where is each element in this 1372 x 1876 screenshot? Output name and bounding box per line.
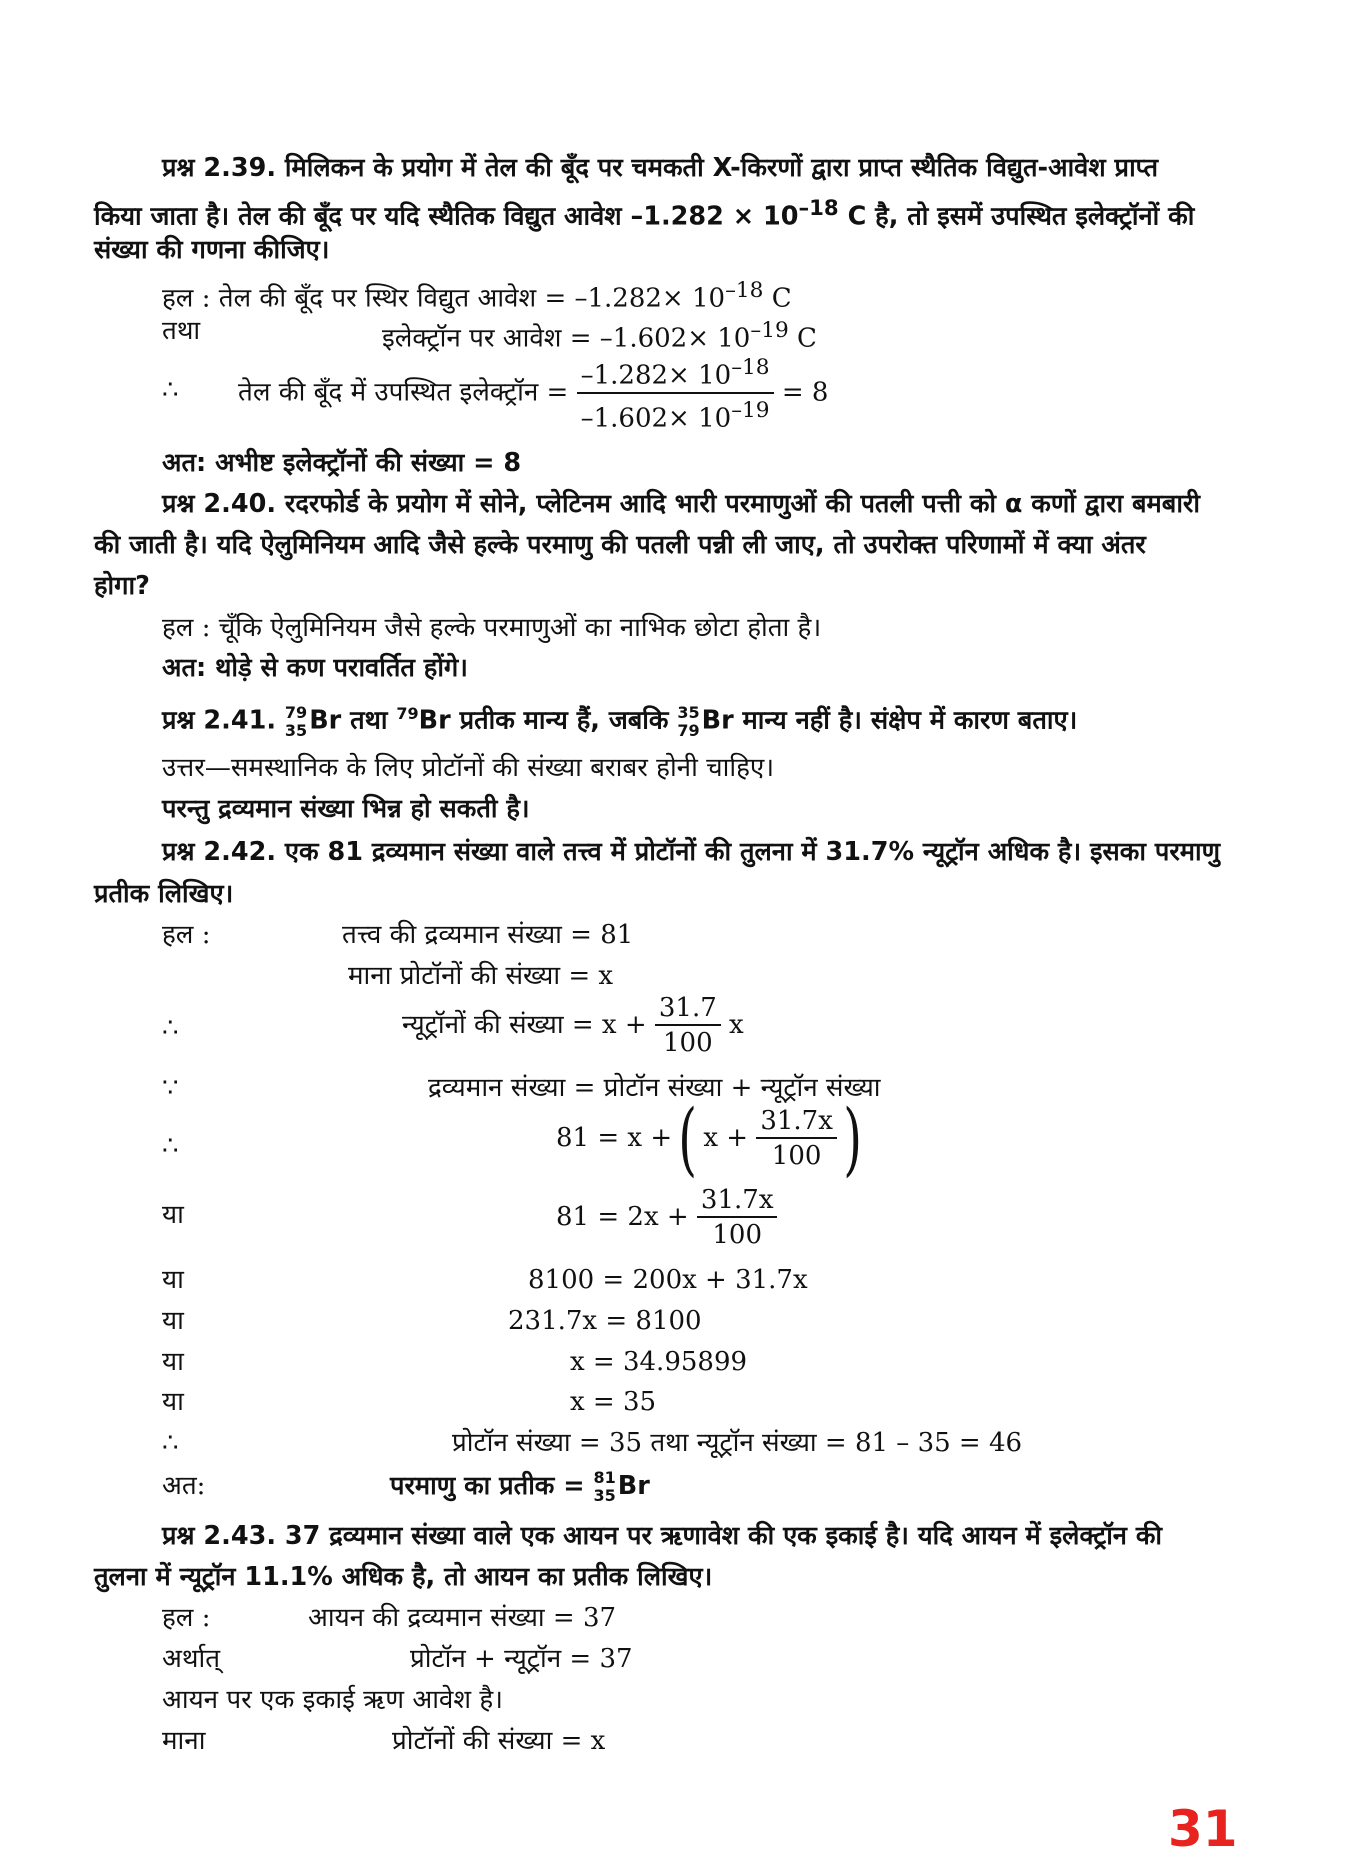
because-symbol: ∵ (162, 1073, 179, 1103)
therefore-symbol: ∴ (162, 1013, 179, 1043)
solution-2-43-step-2: प्रोटॉन + न्यूट्रॉन = 37 (410, 1644, 633, 1674)
answer-2-41-line-2: परन्तु द्रव्यमान संख्या भिन्न हो सकती है। (162, 794, 530, 824)
solution-2-40-step-1: हल : चूँकि ऐलुमिनियम जैसे हल्के परमाणुओं का नाभिक छोटा होता है। (162, 613, 822, 643)
answer-2-41-line-1: उत्तर—समस्थानिक के लिए प्रोटॉनों की संख्या बराबर होनी चाहिए। (162, 753, 775, 783)
question-2-40-line-2: की जाती है। यदि ऐलुमिनियम आदि जैसे हल्के परमाणु की पतली पन्नी ली जाए, तो उपरोक्त परिणामों में क्या अंतर (94, 530, 1146, 560)
ya-label: या (162, 1347, 184, 1377)
solution-2-42-step-1: तत्त्व की द्रव्यमान संख्या = 81 (342, 920, 634, 950)
therefore-symbol: ∴ (162, 1131, 179, 1161)
solution-2-42-hal: हल : (162, 920, 211, 950)
solution-2-43-hal: हल : (162, 1603, 211, 1633)
question-2-39-line-2: किया जाता है। तेल की बूँद पर यदि स्थैतिक विद्युत आवेश $-1.282 \times 10^{-18}$ C है, तो इसमें उपस्थित इलेक्ट्रॉनों की (94, 196, 1195, 232)
solution-2-39-label-tatha: तथा (162, 316, 201, 346)
solution-2-42-result: परमाणु का प्रतीक = 81 35 Br (390, 1468, 650, 1505)
ya-label: या (162, 1265, 184, 1295)
electron-count-fraction: $\frac{-1.282\times 10^{-18}}{-1.602\times 10^{-19}}$ (577, 352, 774, 435)
question-2-39-line-1: प्रश्न 2.39. मिलिकन के प्रयोग में तेल की बूँद पर चमकती X-किरणों द्वारा प्राप्त स्थैतिक विद्युत-आवेश प्राप्त (162, 153, 1159, 183)
answer-2-39: अत: अभीष्ट इलेक्ट्रॉनों की संख्या = 8 (162, 448, 522, 478)
page-number: 31 (1168, 1800, 1238, 1858)
isotope-notation: 81 35 (593, 1468, 616, 1505)
question-2-41: प्रश्न 2.41. 79 35 Br तथा $^{79}$Br प्रतीक मान्य हैं, जबकि 35 79 Br मान्य नहीं है। संक्षेप में कारण बताए। (162, 702, 1078, 740)
solution-2-39-step-2: इलेक्ट्रॉन पर आवेश = $-1.602\times 10^{-19}$ C (382, 318, 817, 354)
solution-2-43-step-1: आयन की द्रव्यमान संख्या = 37 (308, 1603, 617, 1633)
therefore-symbol: ∴ (162, 1428, 179, 1458)
solution-2-43-step-3: आयन पर एक इकाई ऋण आवेश है। (162, 1685, 503, 1715)
solution-2-42-atah: अत: (162, 1471, 206, 1501)
isotope-notation: 79 35 (284, 702, 308, 740)
solution-2-42-step-4: द्रव्यमान संख्या = प्रोटॉन संख्या + न्यूट्रॉन संख्या (428, 1073, 881, 1103)
question-2-42-line-2: प्रतीक लिखिए। (94, 879, 234, 909)
solution-2-42-step-7: 8100 = 200x + 31.7x (528, 1265, 808, 1295)
ya-label: या (162, 1200, 184, 1230)
solution-2-42-step-9: x = 34.95899 (570, 1347, 748, 1377)
solution-2-43-arthat: अर्थात् (162, 1644, 221, 1674)
solution-2-43-mana: माना (162, 1726, 206, 1756)
solution-2-42-step-5: 81 = x +( x + $\frac{31.7x}{100}$ ) (556, 1092, 862, 1185)
ya-label: या (162, 1387, 184, 1417)
solution-2-42-step-10: x = 35 (570, 1387, 657, 1417)
solution-2-43-step-4: प्रोटॉनों की संख्या = x (392, 1726, 606, 1756)
question-2-42-line-1: प्रश्न 2.42. एक 81 द्रव्यमान संख्या वाले तत्त्व में प्रोटॉनों की तुलना में 31.7% न्यूट्रॉन अधिक है। इसका परमाणु (162, 837, 1221, 867)
solution-2-42-step-8: 231.7x = 8100 (508, 1306, 702, 1336)
isotope-notation: 35 79 (677, 702, 700, 740)
solution-2-42-step-3: न्यूट्रॉनों की संख्या = x + $\frac{31.7}{100}$ x (402, 993, 744, 1058)
question-2-43-line-2: तुलना में न्यूट्रॉन 11.1% अधिक है, तो आयन का प्रतीक लिखिए। (94, 1562, 713, 1592)
question-2-40-line-3: होगा? (94, 571, 150, 601)
solution-2-42-step-2: माना प्रोटॉनों की संख्या = x (348, 961, 614, 991)
therefore-symbol: ∴ (162, 375, 179, 405)
answer-2-40: अत: थोड़े से कण परावर्तित होंगे। (162, 653, 468, 683)
question-2-40-line-1: प्रश्न 2.40. रदरफोर्ड के प्रयोग में सोने, प्लेटिनम आदि भारी परमाणुओं की पतली पत्ती को α कणों द्वारा बमबारी (162, 489, 1200, 519)
question-2-39-line-3: संख्या की गणना कीजिए। (94, 235, 330, 265)
solution-2-42-step-6: 81 = 2x + $\frac{31.7x}{100}$ (556, 1182, 777, 1252)
solution-2-39-step-3: तेल की बूँद में उपस्थित इलेक्ट्रॉन = $\frac{-1.282\times 10^{-18}}{-1.602\times 10^{-19}}$ = 8 (238, 352, 828, 435)
ya-label: या (162, 1306, 184, 1336)
solution-2-42-step-11: प्रोटॉन संख्या = 35 तथा न्यूट्रॉन संख्या = 81 – 35 = 46 (452, 1428, 1023, 1458)
question-2-43-line-1: प्रश्न 2.43. 37 द्रव्यमान संख्या वाले एक आयन पर ऋणावेश की एक इकाई है। यदि आयन में इलेक्ट्रॉन की (162, 1521, 1163, 1551)
solution-2-39-step-1: हल : तेल की बूँद पर स्थिर विद्युत आवेश = $-1.282\times 10^{-18}$ C (162, 278, 792, 314)
